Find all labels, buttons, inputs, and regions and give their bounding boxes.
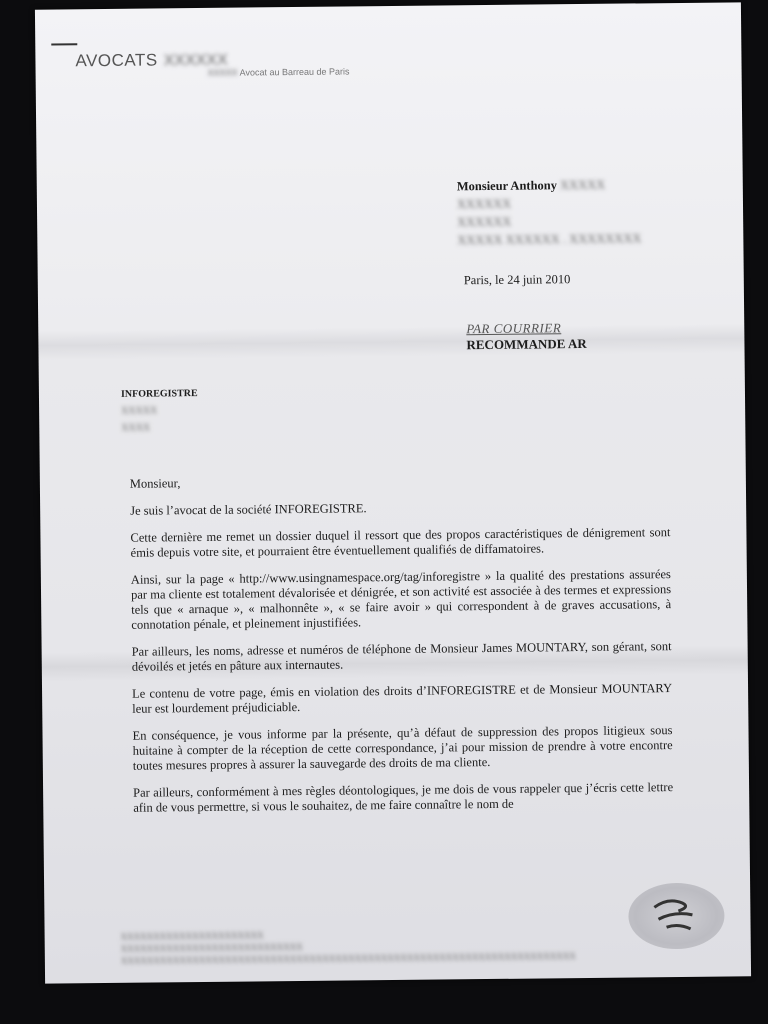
delivery-mode-line-1: PAR COURRIER — [466, 320, 562, 337]
paragraph-5: Le contenu de votre page, émis en violation des droits d’INFOREGISTRE et de Monsieur MOUNTARY leur est lourdement préjudiciable. — [132, 681, 673, 716]
recipient-line-1: XXXXX — [121, 405, 158, 417]
addressee-surname-redacted: XXXXX — [559, 177, 606, 193]
footer-line-3: XXXXXXXXXXXXXXXXXXXXXXXXXXXXXXXXXXXXXXXXXXXXXXXXXXXXXXXXXXXXXXXXXXXXXX — [120, 951, 576, 966]
addressee-block — [457, 177, 642, 248]
seal-stamp-icon — [628, 883, 725, 950]
delivery-mode-line-2: RECOMMANDE AR — [466, 335, 587, 353]
addressee-line-1: XXXXXX — [456, 196, 512, 212]
paragraph-2: Cette dernière me remet un dossier duquel il ressort que des propos caractéristiques de dénigrement sont émis depuis votre site, et pourraient être éventuellement qualifiés de diffamatoires. — [130, 525, 671, 560]
recipient-block — [121, 386, 198, 436]
recipient-name: INFOREGISTRE — [120, 388, 198, 400]
letter-body — [130, 471, 674, 828]
firm-label: AVOCATS — [75, 50, 158, 71]
paragraph-4: Par ailleurs, les noms, adresse et numéros de téléphone de Monsieur James MOUNTARY, son gérant, sont dévoilés et jetés en pâture aux internautes. — [131, 639, 672, 674]
footer-line-2: XXXXXXXXXXXXXXXXXXXXXXXXXXXX — [120, 941, 303, 954]
footer-line-1: XXXXXXXXXXXXXXXXXXXXXX — [120, 930, 264, 942]
addressee-name: Monsieur Anthony — [456, 178, 558, 194]
paragraph-1: Je suis l’avocat de la société INFOREGISTRE. — [130, 501, 367, 518]
salutation: Monsieur, — [129, 476, 181, 491]
letter-date: Paris, le 24 juin 2010 — [463, 272, 571, 288]
tagline-prefix-redacted: XXXXX — [207, 67, 238, 78]
header-dash — [51, 43, 77, 45]
paragraph-6: En conséquence, je vous informe par la présente, qu’à défaut de suppression des propos litigieux sous huitaine à compter de la réception de cette correspondance, j’ai pour mission de prendre à votre encontre toutes mesures propres à assurer la sauvegarde des droits de ma cliente. — [132, 723, 673, 773]
firm-tagline: Avocat au Barreau de Paris — [239, 66, 350, 78]
paragraph-3: Ainsi, sur la page « http://www.usingnamespace.org/tag/inforegistre » la qualité des prestations assurées par ma cliente est totalement dévalorisée et dénigrée, et son activité est associée à des termes et expressions tels que « arnaque », « malhonnête », « se faire avoir » qui correspondent à de graves accusations, à connotation pénale, et pleinement injustifiées. — [130, 567, 672, 632]
firm-name-redacted: XXXXXX — [163, 51, 228, 70]
addressee-line-2: XXXXXX — [457, 214, 512, 230]
footer-redacted — [121, 926, 601, 967]
recipient-line-2: XXXX — [121, 422, 151, 434]
addressee-line-3: XXXXX XXXXXX . XXXXXXXX — [457, 231, 642, 248]
paragraph-7: Par ailleurs, conformément à mes règles déontologiques, je me dois de vous rappeler que j’écris cette lettre afin de vous permettre, si vous le souhaitez, de me faire connaître le nom de — [133, 780, 674, 815]
letter-page — [35, 2, 751, 983]
delivery-mode — [466, 320, 587, 353]
letterhead — [75, 50, 349, 82]
